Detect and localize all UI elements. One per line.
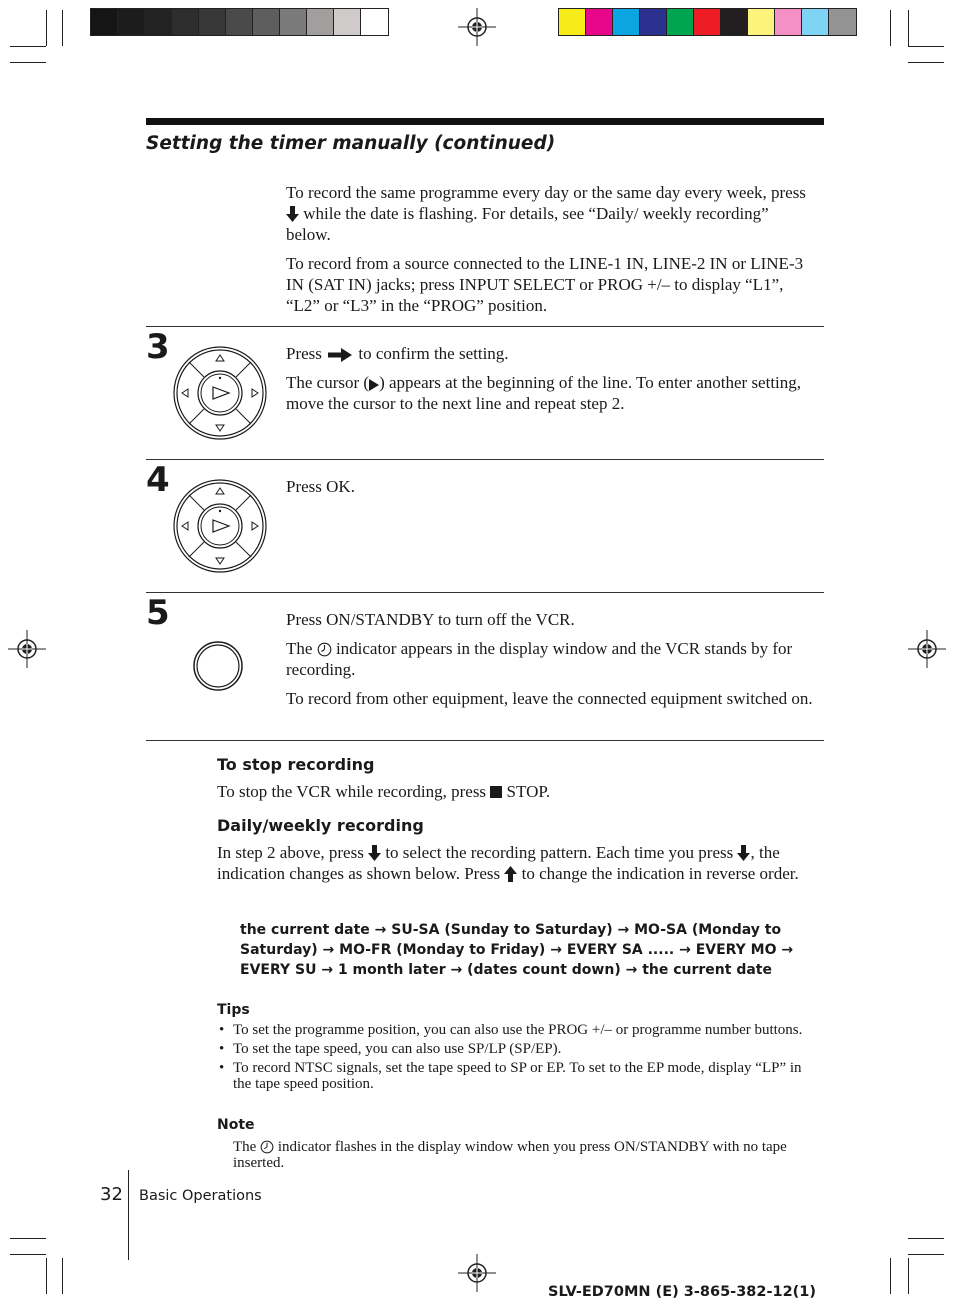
- step-number: 5: [146, 593, 170, 633]
- tips-heading: Tips: [217, 1002, 250, 1018]
- body-text: to select the recording pattern. Each time you press: [385, 843, 734, 862]
- step-4-paragraph: Press OK.: [286, 477, 355, 496]
- sequence-item: MO-FR (Monday to Friday): [339, 942, 546, 958]
- gray-swatch: [334, 9, 361, 35]
- sequence-item: EVERY SU: [240, 962, 317, 978]
- crop-mark: [890, 10, 891, 46]
- crop-mark: [10, 1238, 46, 1239]
- color-swatch: [775, 9, 802, 35]
- gray-swatch: [361, 9, 388, 35]
- sequence-arrow-icon: →: [445, 962, 468, 978]
- crop-mark: [62, 1258, 63, 1294]
- color-swatch: [748, 9, 775, 35]
- color-swatch: [640, 9, 667, 35]
- divider: [146, 459, 824, 460]
- sequence-arrow-icon: →: [620, 962, 643, 978]
- arrow-up-icon: [504, 866, 517, 882]
- step-5-paragraph: [286, 638, 816, 680]
- color-swatch: [559, 9, 586, 35]
- color-swatch: [694, 9, 721, 35]
- crop-mark: [890, 1258, 891, 1294]
- joystick-button-icon: [172, 478, 268, 574]
- arrow-right-icon: [328, 348, 352, 362]
- footer-section-name: Basic Operations: [139, 1188, 262, 1204]
- tips-list: [217, 1022, 817, 1095]
- crop-mark: [46, 10, 47, 46]
- gray-swatch: [91, 9, 118, 35]
- power-button-icon: [192, 640, 244, 692]
- sequence-item: EVERY MO: [695, 942, 777, 958]
- gray-swatch: [307, 9, 334, 35]
- cursor-triangle-icon: [369, 379, 379, 391]
- divider: [146, 592, 824, 593]
- note-text: indicator flashes in the display window when you press ON/STANDBY with no tape inserted.: [233, 1139, 787, 1171]
- stop-paragraph: [217, 781, 817, 802]
- stop-square-icon: [490, 786, 502, 798]
- sequence-arrow-icon: →: [612, 922, 635, 938]
- registration-target-icon: [8, 630, 46, 668]
- sequence-item: 1 month later: [337, 962, 446, 978]
- joystick-button-icon: [172, 345, 268, 441]
- sequence-item: the current date: [240, 922, 370, 938]
- crop-mark: [10, 46, 46, 47]
- crop-mark: [10, 1254, 46, 1255]
- page-number: 32: [100, 1184, 123, 1205]
- sequence-arrow-icon: →: [316, 962, 338, 978]
- crop-mark: [62, 10, 63, 46]
- step-number: 3: [146, 327, 170, 367]
- gray-swatch: [145, 9, 172, 35]
- sequence-item: SU-SA (Sunday to Saturday): [391, 922, 613, 938]
- list-item: • To set the programme position, you can also use the PROG +/– or programme number buttons.: [217, 1022, 817, 1038]
- arrow-down-icon: [737, 845, 750, 861]
- divider: [146, 740, 824, 741]
- registration-target-icon: [458, 8, 496, 46]
- body-text: STOP.: [506, 782, 551, 801]
- crop-mark: [908, 1258, 909, 1294]
- timer-clock-icon: [317, 642, 332, 657]
- step-text: The: [286, 639, 313, 658]
- daily-paragraph: [217, 842, 817, 884]
- step-5-paragraph: Press ON/STANDBY to turn off the VCR.: [286, 610, 575, 629]
- note-paragraph: [233, 1139, 823, 1171]
- crop-mark: [46, 1258, 47, 1294]
- section-title: Setting the timer manually (continued): [146, 133, 556, 154]
- sequence-arrow-icon: →: [369, 922, 392, 938]
- step-number: 4: [146, 460, 170, 500]
- crop-mark: [908, 62, 944, 63]
- sequence-item: (dates count down): [467, 962, 621, 978]
- color-swatch: [802, 9, 829, 35]
- intro-text: while the date is flashing. For details, see “Daily/ weekly recording” below.: [286, 204, 769, 244]
- sequence-item: the current date: [642, 962, 772, 978]
- arrow-down-icon: [368, 845, 381, 861]
- crop-mark: [908, 10, 909, 46]
- color-swatch: [586, 9, 613, 35]
- step-text: indicator appears in the display window and the VCR stands by for recording.: [286, 639, 793, 679]
- registration-target-icon: [458, 1254, 496, 1292]
- footer-divider: [128, 1170, 129, 1260]
- gray-swatch: [226, 9, 253, 35]
- gray-swatch: [280, 9, 307, 35]
- sequence-arrow-icon: →: [674, 942, 696, 958]
- crop-mark: [908, 46, 944, 47]
- sequence-arrow-icon: →: [545, 942, 567, 958]
- divider: [146, 326, 824, 327]
- intro-paragraph: To record from a source connected to the LINE-1 IN, LINE-2 IN or LINE-3 IN (SAT IN) jacks; press INPUT SELECT or PROG +/– to display “L1”, “L2” or “L3” in the “PROG” position.: [286, 254, 804, 315]
- step-3-paragraph: [286, 343, 816, 364]
- note-heading: Note: [217, 1117, 255, 1133]
- sequence-item: MO-SA (Monday to Saturday): [240, 922, 782, 958]
- header-rule: [146, 118, 824, 125]
- crop-mark: [908, 1254, 944, 1255]
- crop-mark: [10, 62, 46, 63]
- step-text: The cursor (: [286, 373, 370, 392]
- list-item: • To record NTSC signals, set the tape speed to SP or EP. To set to the EP mode, display “LP” in the tape speed position.: [217, 1060, 817, 1092]
- step-5-paragraph: To record from other equipment, leave the connected equipment switched on.: [286, 689, 813, 708]
- intro-text: To record the same programme every day or the same day every week, press: [286, 183, 806, 202]
- step-text: to confirm the setting.: [358, 344, 509, 363]
- gray-swatch: [118, 9, 145, 35]
- note-text: The: [233, 1139, 257, 1155]
- step-3-paragraph: [286, 372, 816, 414]
- color-calibration-bar: [558, 8, 857, 36]
- model-number: SLV-ED70MN (E) 3-865-382-12(1): [548, 1284, 817, 1300]
- body-text: In step 2 above, press: [217, 843, 364, 862]
- body-text: to change the indication in reverse order.: [521, 864, 799, 883]
- body-text: To stop the VCR while recording, press: [217, 782, 487, 801]
- sequence-arrow-icon: →: [776, 942, 794, 958]
- color-swatch: [829, 9, 856, 35]
- color-swatch: [667, 9, 694, 35]
- grayscale-calibration-bar: [90, 8, 389, 36]
- gray-swatch: [199, 9, 226, 35]
- registration-target-icon: [908, 630, 946, 668]
- subheading-stop-recording: To stop recording: [217, 755, 375, 774]
- gray-swatch: [172, 9, 199, 35]
- recording-pattern-sequence: [240, 920, 820, 980]
- intro-paragraph: [286, 182, 816, 245]
- arrow-down-icon: [286, 206, 299, 222]
- step-text: Press: [286, 344, 322, 363]
- timer-clock-icon: [260, 1140, 274, 1154]
- color-swatch: [613, 9, 640, 35]
- sequence-item: EVERY SA .....: [566, 942, 675, 958]
- body-text: , the indication changes as shown below. Press: [217, 843, 780, 883]
- list-item: • To set the tape speed, you can also use SP/LP (SP/EP).: [217, 1041, 817, 1057]
- color-swatch: [721, 9, 748, 35]
- gray-swatch: [253, 9, 280, 35]
- sequence-arrow-icon: →: [317, 942, 340, 958]
- subheading-daily-weekly: Daily/weekly recording: [217, 816, 424, 835]
- step-text: ) appears at the beginning of the line. To enter another setting, move the cursor to the next line and repeat step 2.: [286, 373, 802, 413]
- crop-mark: [908, 1238, 944, 1239]
